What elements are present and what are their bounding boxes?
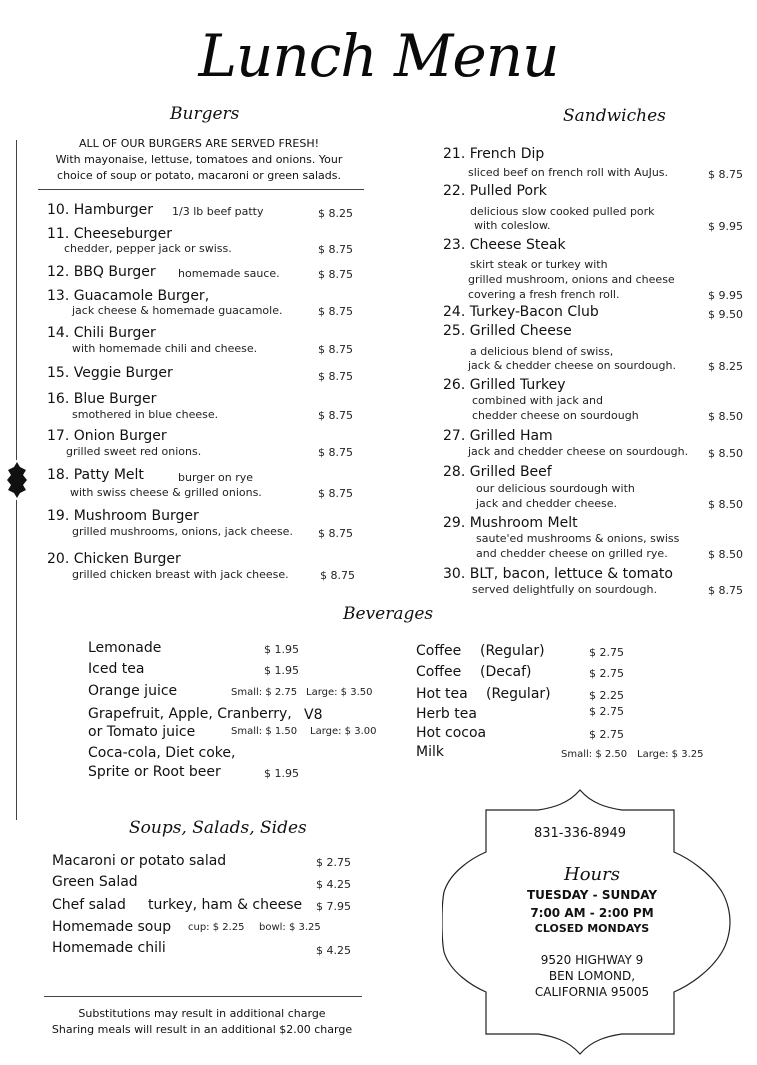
beverage-name: Milk xyxy=(416,744,444,760)
beverage-name: Coffee xyxy=(416,664,462,680)
beverage-name: Orange juice xyxy=(88,683,178,699)
menu-item-desc: covering a fresh french roll. xyxy=(468,288,620,301)
phone-number: 831-336-8949 xyxy=(533,826,627,841)
menu-item-inline: homemade sauce. xyxy=(178,267,280,280)
menu-item-name: 25. Grilled Cheese xyxy=(443,323,572,339)
menu-item-desc: jack cheese & homemade guacamole. xyxy=(72,304,283,317)
beverage-name: or Tomato juice xyxy=(88,724,196,740)
menu-item-desc: smothered in blue cheese. xyxy=(72,408,219,421)
beverage-name: Iced tea xyxy=(88,661,145,677)
left-border-line-lower xyxy=(16,500,17,820)
side-price: $ 4.25 xyxy=(316,878,351,891)
side-note: turkey, ham & cheese xyxy=(148,897,303,913)
beverage-note: (Decaf) xyxy=(480,664,532,680)
side-name: Macaroni or potato salad xyxy=(52,853,227,869)
menu-item-price: $ 8.25 xyxy=(318,207,353,220)
address-line1: 9520 HIGHWAY 9 xyxy=(540,953,644,967)
beverage-price: $ 2.75 xyxy=(589,667,624,680)
side-name: Homemade soup xyxy=(52,919,172,935)
beverage-price-small: Small: $ 1.50 xyxy=(231,726,298,737)
beverages-heading: Beverages xyxy=(343,604,434,624)
burgers-divider xyxy=(38,189,364,190)
menu-item-desc: with swiss cheese & grilled onions. xyxy=(70,486,262,499)
menu-item-name: 20. Chicken Burger xyxy=(47,551,181,567)
address-line3: CALIFORNIA 95005 xyxy=(534,985,650,999)
menu-item-desc: skirt steak or turkey with xyxy=(470,258,608,271)
menu-item-name: 24. Turkey-Bacon Club xyxy=(443,304,599,320)
beverage-name-v8: V8 xyxy=(304,707,323,723)
menu-item-name: 19. Mushroom Burger xyxy=(47,508,199,524)
beverage-price: $ 1.95 xyxy=(264,643,299,656)
menu-item-name: 29. Mushroom Melt xyxy=(443,515,578,531)
menu-item-desc: jack and chedder cheese on sourdough. xyxy=(468,445,689,458)
menu-item-price: $ 8.50 xyxy=(708,498,743,511)
beverage-note: (Regular) xyxy=(480,643,545,659)
menu-item-price: $ 8.50 xyxy=(708,548,743,561)
footer-divider xyxy=(44,996,362,997)
menu-item-name: 10. Hamburger xyxy=(47,202,153,218)
beverage-price: $ 2.75 xyxy=(589,646,624,659)
menu-item-price: $ 8.75 xyxy=(318,370,353,383)
hours-time: 7:00 AM - 2:00 PM xyxy=(530,906,654,920)
beverage-name: Herb tea xyxy=(416,706,477,722)
menu-item-price: $ 9.50 xyxy=(708,308,743,321)
burgers-note-line3: choice of soup or potato, macaroni or green salads. xyxy=(57,169,341,182)
menu-item-name: 16. Blue Burger xyxy=(47,391,157,407)
menu-item-desc: delicious slow cooked pulled pork xyxy=(470,205,655,218)
menu-item-desc: jack & chedder cheese on sourdough. xyxy=(468,359,676,372)
menu-item-desc: grilled mushrooms, onions, jack cheese. xyxy=(72,525,293,538)
menu-item-name: 18. Patty Melt xyxy=(47,467,144,483)
menu-item-desc: served delightfully on sourdough. xyxy=(472,583,657,596)
page-title: Lunch Menu xyxy=(198,22,559,90)
menu-item-name: 13. Guacamole Burger, xyxy=(47,288,210,304)
sandwiches-heading: Sandwiches xyxy=(563,106,666,126)
diamond-ornament-icon xyxy=(6,462,28,498)
beverage-name: Hot cocoa xyxy=(416,725,487,741)
menu-item-name: 27. Grilled Ham xyxy=(443,428,553,444)
hours-heading: Hours xyxy=(564,864,620,885)
burgers-note-line2: With mayonaise, lettuse, tomatoes and onions. Your xyxy=(55,153,343,166)
footer-note xyxy=(34,1006,370,1038)
side-name: Homemade chili xyxy=(52,940,166,956)
menu-item-price: $ 8.50 xyxy=(708,410,743,423)
beverage-name: Lemonade xyxy=(88,640,162,656)
menu-item-price: $ 8.75 xyxy=(318,409,353,422)
menu-item-price: $ 9.95 xyxy=(708,289,743,302)
menu-item-price: $ 9.95 xyxy=(708,220,743,233)
menu-item-desc: jack and chedder cheese. xyxy=(476,497,617,510)
beverage-name: Grapefruit, Apple, Cranberry, xyxy=(88,706,292,722)
menu-item-desc: grilled mushroom, onions and cheese xyxy=(468,273,675,286)
menu-item-inline: 1/3 lb beef patty xyxy=(172,205,264,218)
beverage-price: $ 2.25 xyxy=(589,689,624,702)
menu-item-desc: grilled chicken breast with jack cheese. xyxy=(72,568,289,581)
menu-item-price: $ 8.75 xyxy=(708,584,743,597)
menu-item-desc: our delicious sourdough with xyxy=(476,482,635,495)
menu-item-desc: sliced beef on french roll with AuJus. xyxy=(468,166,669,179)
beverage-price: $ 2.75 xyxy=(589,705,624,718)
footer-line1: Substitutions may result in additional charge xyxy=(78,1007,326,1020)
menu-item-desc: and chedder cheese on grilled rye. xyxy=(476,547,668,560)
menu-item-desc: grilled sweet red onions. xyxy=(66,445,202,458)
hours-closed: CLOSED MONDAYS xyxy=(534,922,650,935)
beverage-price-large: Large: $ 3.50 xyxy=(306,687,373,698)
beverage-note: (Regular) xyxy=(486,686,551,702)
menu-item-price: $ 8.75 xyxy=(318,305,353,318)
burgers-note-line1: ALL OF OUR BURGERS ARE SERVED FRESH! xyxy=(78,137,320,150)
menu-item-desc: with homemade chili and cheese. xyxy=(72,342,258,355)
menu-item-desc: a delicious blend of swiss, xyxy=(470,345,614,358)
left-border-line xyxy=(16,140,17,460)
footer-line2: Sharing meals will result in an additional $2.00 charge xyxy=(51,1023,353,1036)
menu-item-name: 26. Grilled Turkey xyxy=(443,377,566,393)
menu-item-desc: with coleslow. xyxy=(474,219,551,232)
menu-item-name: 15. Veggie Burger xyxy=(47,365,173,381)
menu-item-name: 11. Cheeseburger xyxy=(47,226,173,242)
menu-item-price: $ 8.75 xyxy=(318,487,353,500)
menu-item-desc: chedder cheese on sourdough xyxy=(472,409,639,422)
burgers-heading: Burgers xyxy=(170,104,240,124)
menu-item-price: $ 8.75 xyxy=(318,527,353,540)
menu-item-price: $ 8.50 xyxy=(708,447,743,460)
menu-item-inline: burger on rye xyxy=(178,471,254,484)
side-price: $ 2.75 xyxy=(316,856,351,869)
beverage-name: Coca-cola, Diet coke, xyxy=(88,745,236,761)
menu-item-name: 30. BLT, bacon, lettuce & tomato xyxy=(443,566,673,582)
beverage-price: $ 1.95 xyxy=(264,767,299,780)
menu-item-price: $ 8.75 xyxy=(320,569,355,582)
beverage-price-small: Small: $ 2.50 xyxy=(561,749,628,760)
beverage-price: $ 2.75 xyxy=(589,728,624,741)
sides-heading: Soups, Salads, Sides xyxy=(129,818,307,838)
hours-days: TUESDAY - SUNDAY xyxy=(526,888,658,902)
beverage-price: $ 1.95 xyxy=(264,664,299,677)
menu-item-desc: saute'ed mushrooms & onions, swiss xyxy=(476,532,680,545)
menu-item-price: $ 8.25 xyxy=(708,360,743,373)
side-price-cup: cup: $ 2.25 xyxy=(188,922,245,933)
side-price: $ 4.25 xyxy=(316,944,351,957)
menu-item-name: 17. Onion Burger xyxy=(47,428,167,444)
beverage-name: Sprite or Root beer xyxy=(88,764,221,780)
side-price: $ 7.95 xyxy=(316,900,351,913)
menu-item-desc: combined with jack and xyxy=(472,394,603,407)
menu-item-price: $ 8.75 xyxy=(318,343,353,356)
menu-item-name: 12. BBQ Burger xyxy=(47,264,156,280)
menu-item-price: $ 8.75 xyxy=(318,268,353,281)
menu-item-name: 22. Pulled Pork xyxy=(443,183,547,199)
beverage-price-small: Small: $ 2.75 xyxy=(231,687,298,698)
menu-item-name: 28. Grilled Beef xyxy=(443,464,552,480)
beverage-name: Coffee xyxy=(416,643,462,659)
menu-item-desc: chedder, pepper jack or swiss. xyxy=(64,242,232,255)
address-line2: BEN LOMOND, xyxy=(548,969,636,983)
side-name: Green Salad xyxy=(52,874,138,890)
menu-item-name: 21. French Dip xyxy=(443,146,545,162)
menu-item-price: $ 8.75 xyxy=(708,168,743,181)
side-price-bowl: bowl: $ 3.25 xyxy=(259,922,321,933)
menu-item-name: 14. Chili Burger xyxy=(47,325,156,341)
burgers-note xyxy=(36,136,362,184)
menu-item-price: $ 8.75 xyxy=(318,446,353,459)
beverage-price-large: Large: $ 3.00 xyxy=(310,726,377,737)
side-name: Chef salad xyxy=(52,897,126,913)
menu-item-price: $ 8.75 xyxy=(318,243,353,256)
beverage-name: Hot tea xyxy=(416,686,468,702)
menu-item-name: 23. Cheese Steak xyxy=(443,237,566,253)
beverage-price-large: Large: $ 3.25 xyxy=(637,749,704,760)
